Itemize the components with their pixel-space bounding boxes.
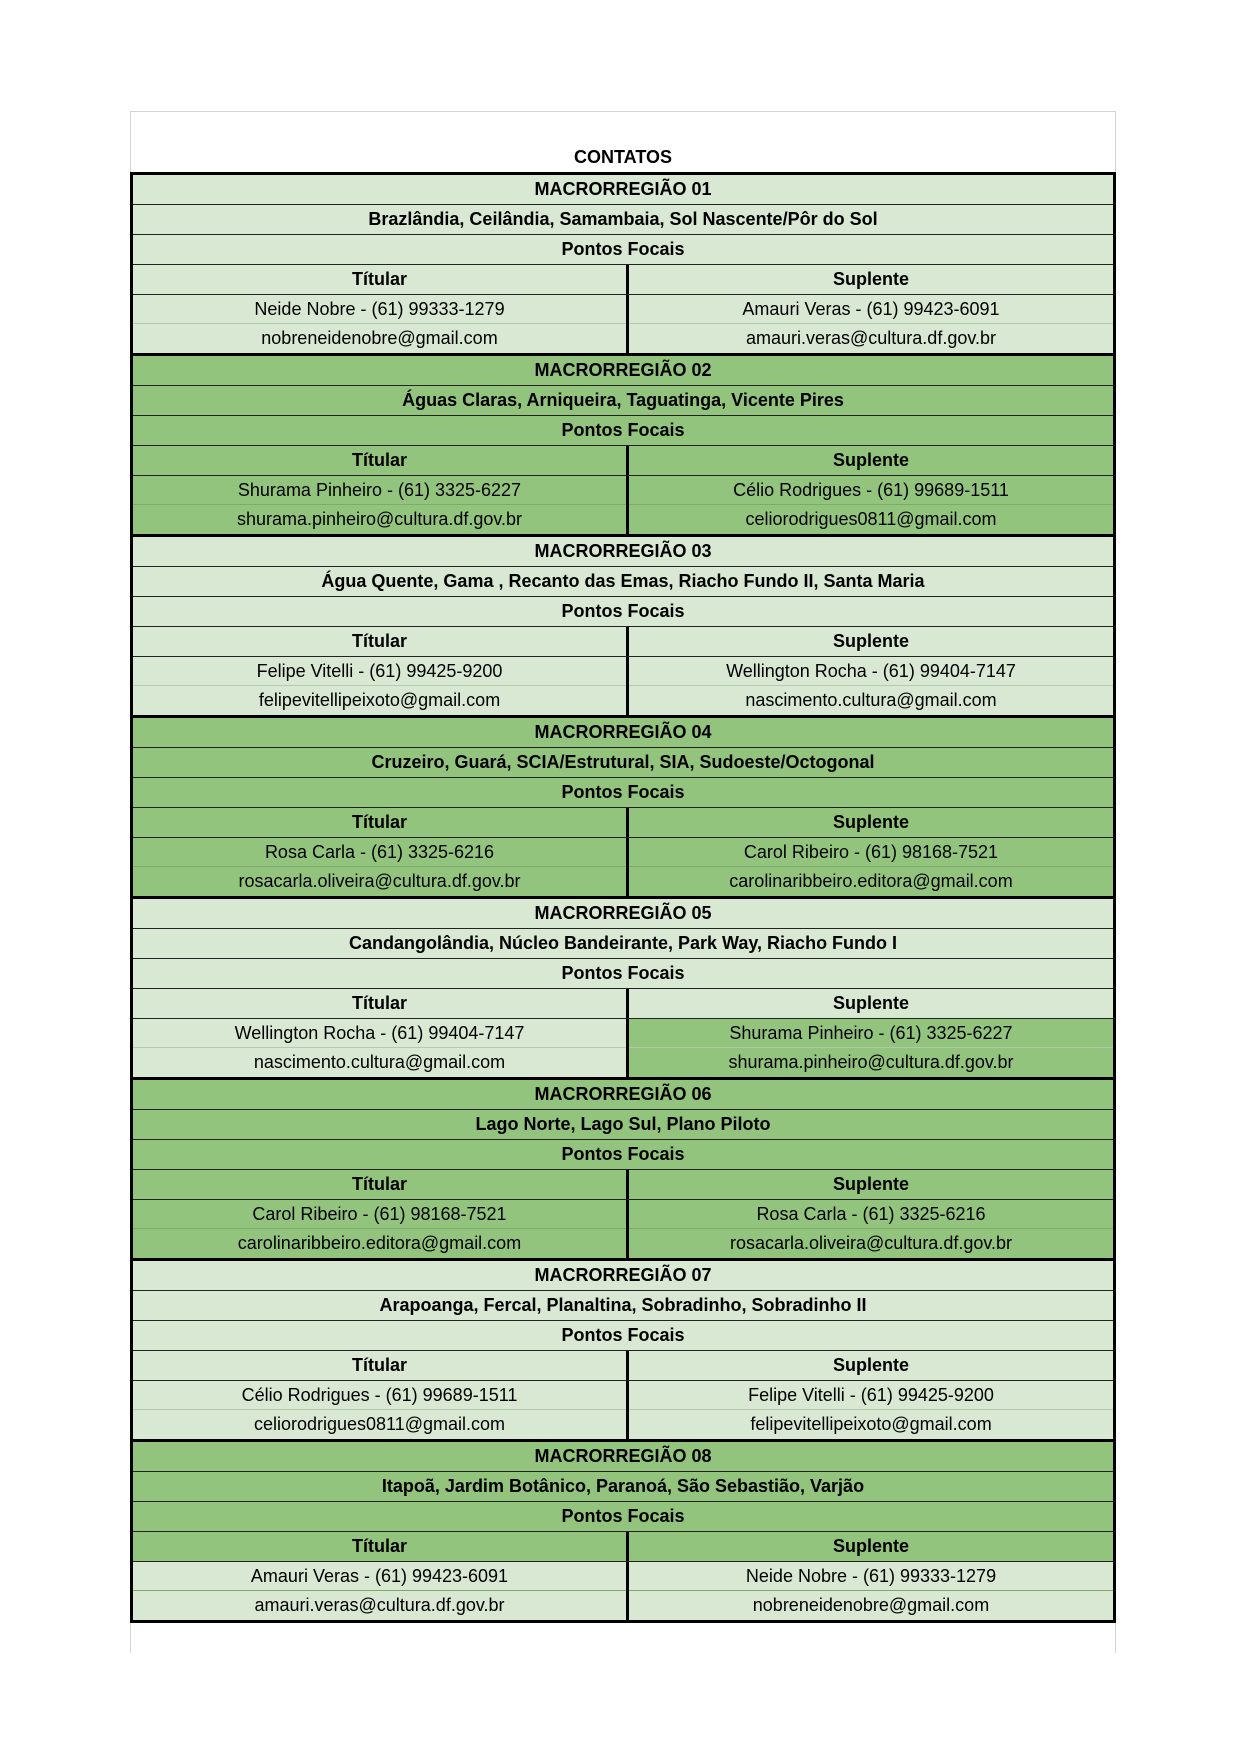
role-header-row [133, 808, 1113, 838]
titular-cell [133, 1019, 629, 1077]
pontos-focais-label: Pontos Focais [133, 1321, 1113, 1351]
page-title: CONTATOS [574, 147, 672, 167]
titular-header: Títular [133, 446, 629, 475]
titular-header: Títular [133, 1351, 629, 1380]
pontos-focais-label: Pontos Focais [133, 1502, 1113, 1532]
suplente-email[interactable]: nobreneidenobre@gmail.com [752, 1595, 990, 1615]
region-name: MACRORREGIÃO 05 [133, 899, 1113, 929]
titular-email[interactable]: celiorodrigues0811@gmail.com [253, 1414, 506, 1434]
titular-contact: Felipe Vitelli - (61) 99425-9200 [133, 657, 626, 686]
titular-header: Títular [133, 1170, 629, 1199]
region-name: MACRORREGIÃO 08 [133, 1442, 1113, 1472]
titular-cell [133, 1381, 629, 1439]
suplente-contact: Amauri Veras - (61) 99423-6091 [629, 295, 1113, 324]
pontos-focais-label: Pontos Focais [133, 597, 1113, 627]
pontos-focais-label: Pontos Focais [133, 235, 1113, 265]
suplente-contact: Neide Nobre - (61) 99333-1279 [629, 1562, 1113, 1591]
region-areas: Cruzeiro, Guará, SCIA/Estrutural, SIA, Sudoeste/Octogonal [133, 748, 1113, 778]
titular-contact: Célio Rodrigues - (61) 99689-1511 [133, 1381, 626, 1410]
titular-email[interactable]: nobreneidenobre@gmail.com [261, 328, 498, 348]
titular-email[interactable]: carolinaribbeiro.editora@gmail.com [237, 1233, 522, 1253]
region-areas: Arapoanga, Fercal, Planaltina, Sobradinho, Sobradinho II [133, 1291, 1113, 1321]
role-header-row [133, 1532, 1113, 1562]
suplente-contact: Carol Ribeiro - (61) 98168-7521 [629, 838, 1113, 867]
suplente-header: Suplente [832, 812, 909, 832]
titular-cell [133, 476, 629, 534]
titular-contact: Neide Nobre - (61) 99333-1279 [133, 295, 626, 324]
suplente-cell [629, 1562, 1113, 1620]
suplente-header: Suplente [832, 1174, 909, 1194]
titular-cell [133, 1562, 629, 1620]
suplente-cell [629, 1200, 1113, 1258]
titular-contact: Carol Ribeiro - (61) 98168-7521 [133, 1200, 626, 1229]
suplente-cell [629, 295, 1113, 353]
suplente-header: Suplente [832, 269, 909, 289]
role-header-row [133, 265, 1113, 295]
titular-header: Títular [133, 1532, 629, 1561]
role-header-row [133, 989, 1113, 1019]
region-name: MACRORREGIÃO 03 [133, 537, 1113, 567]
suplente-email[interactable]: felipevitellipeixoto@gmail.com [750, 1414, 992, 1434]
titular-header: Títular [133, 808, 629, 837]
region-block [130, 353, 1116, 537]
suplente-contact: Célio Rodrigues - (61) 99689-1511 [629, 476, 1113, 505]
titular-cell [133, 657, 629, 715]
suplente-email[interactable]: celiorodrigues0811@gmail.com [745, 509, 997, 529]
contact-row [133, 476, 1113, 534]
titular-header: Títular [133, 265, 629, 294]
titular-email[interactable]: nascimento.cultura@gmail.com [253, 1052, 506, 1072]
suplente-header: Suplente [832, 631, 909, 651]
suplente-contact: Rosa Carla - (61) 3325-6216 [629, 1200, 1113, 1229]
contact-row [133, 1200, 1113, 1258]
suplente-email[interactable]: nascimento.cultura@gmail.com [745, 690, 997, 710]
region-name: MACRORREGIÃO 07 [133, 1261, 1113, 1291]
titular-cell [133, 838, 629, 896]
suplente-header: Suplente [832, 1536, 909, 1556]
contact-row [133, 657, 1113, 715]
titular-email[interactable]: shurama.pinheiro@cultura.df.gov.br [236, 509, 523, 529]
suplente-cell [629, 476, 1113, 534]
titular-contact: Shurama Pinheiro - (61) 3325-6227 [133, 476, 626, 505]
region-areas: Candangolândia, Núcleo Bandeirante, Park Way, Riacho Fundo I [133, 929, 1113, 959]
regions-table [130, 172, 1116, 1623]
suplente-header: Suplente [832, 993, 909, 1013]
suplente-contact: Shurama Pinheiro - (61) 3325-6227 [629, 1019, 1113, 1048]
titular-email[interactable]: felipevitellipeixoto@gmail.com [258, 690, 501, 710]
contact-row [133, 1381, 1113, 1439]
titular-email[interactable]: rosacarla.oliveira@cultura.df.gov.br [238, 871, 521, 891]
pontos-focais-label: Pontos Focais [133, 1140, 1113, 1170]
role-header-row [133, 1170, 1113, 1200]
titular-cell [133, 295, 629, 353]
titular-contact: Wellington Rocha - (61) 99404-7147 [133, 1019, 626, 1048]
contact-row [133, 1562, 1113, 1620]
suplente-cell [629, 657, 1113, 715]
contact-row [133, 295, 1113, 353]
region-block [130, 172, 1116, 356]
region-name: MACRORREGIÃO 04 [133, 718, 1113, 748]
titular-contact: Rosa Carla - (61) 3325-6216 [133, 838, 626, 867]
region-areas: Lago Norte, Lago Sul, Plano Piloto [133, 1110, 1113, 1140]
titular-email[interactable]: amauri.veras@cultura.df.gov.br [254, 1595, 505, 1615]
contact-row [133, 838, 1113, 896]
role-header-row [133, 1351, 1113, 1381]
region-name: MACRORREGIÃO 02 [133, 356, 1113, 386]
suplente-email[interactable]: rosacarla.oliveira@cultura.df.gov.br [729, 1233, 1013, 1253]
region-block [130, 1439, 1116, 1623]
region-block [130, 1258, 1116, 1442]
region-block [130, 534, 1116, 718]
titular-cell [133, 1200, 629, 1258]
suplente-cell [629, 1381, 1113, 1439]
suplente-contact: Felipe Vitelli - (61) 99425-9200 [629, 1381, 1113, 1410]
region-name: MACRORREGIÃO 06 [133, 1080, 1113, 1110]
pontos-focais-label: Pontos Focais [133, 416, 1113, 446]
region-areas: Itapoã, Jardim Botânico, Paranoá, São Sebastião, Varjão [133, 1472, 1113, 1502]
suplente-cell [629, 1019, 1113, 1077]
contact-row [133, 1019, 1113, 1077]
pontos-focais-label: Pontos Focais [133, 959, 1113, 989]
region-block [130, 715, 1116, 899]
suplente-contact: Wellington Rocha - (61) 99404-7147 [629, 657, 1113, 686]
suplente-cell [629, 838, 1113, 896]
titular-contact: Amauri Veras - (61) 99423-6091 [133, 1562, 626, 1591]
suplente-email[interactable]: carolinaribbeiro.editora@gmail.com [729, 871, 1013, 891]
titular-header: Títular [133, 627, 629, 656]
titular-header: Títular [133, 989, 629, 1018]
suplente-email[interactable]: amauri.veras@cultura.df.gov.br [745, 328, 997, 348]
suplente-email[interactable]: shurama.pinheiro@cultura.df.gov.br [728, 1052, 1014, 1072]
suplente-header: Suplente [832, 1355, 909, 1375]
region-block [130, 896, 1116, 1080]
region-name: MACRORREGIÃO 01 [133, 175, 1113, 205]
region-block [130, 1077, 1116, 1261]
region-areas: Águas Claras, Arniqueira, Taguatinga, Vicente Pires [133, 386, 1113, 416]
region-areas: Água Quente, Gama , Recanto das Emas, Riacho Fundo II, Santa Maria [133, 567, 1113, 597]
suplente-header: Suplente [832, 450, 909, 470]
role-header-row [133, 446, 1113, 476]
role-header-row [133, 627, 1113, 657]
region-areas: Brazlândia, Ceilândia, Samambaia, Sol Nascente/Pôr do Sol [133, 205, 1113, 235]
pontos-focais-label: Pontos Focais [133, 778, 1113, 808]
